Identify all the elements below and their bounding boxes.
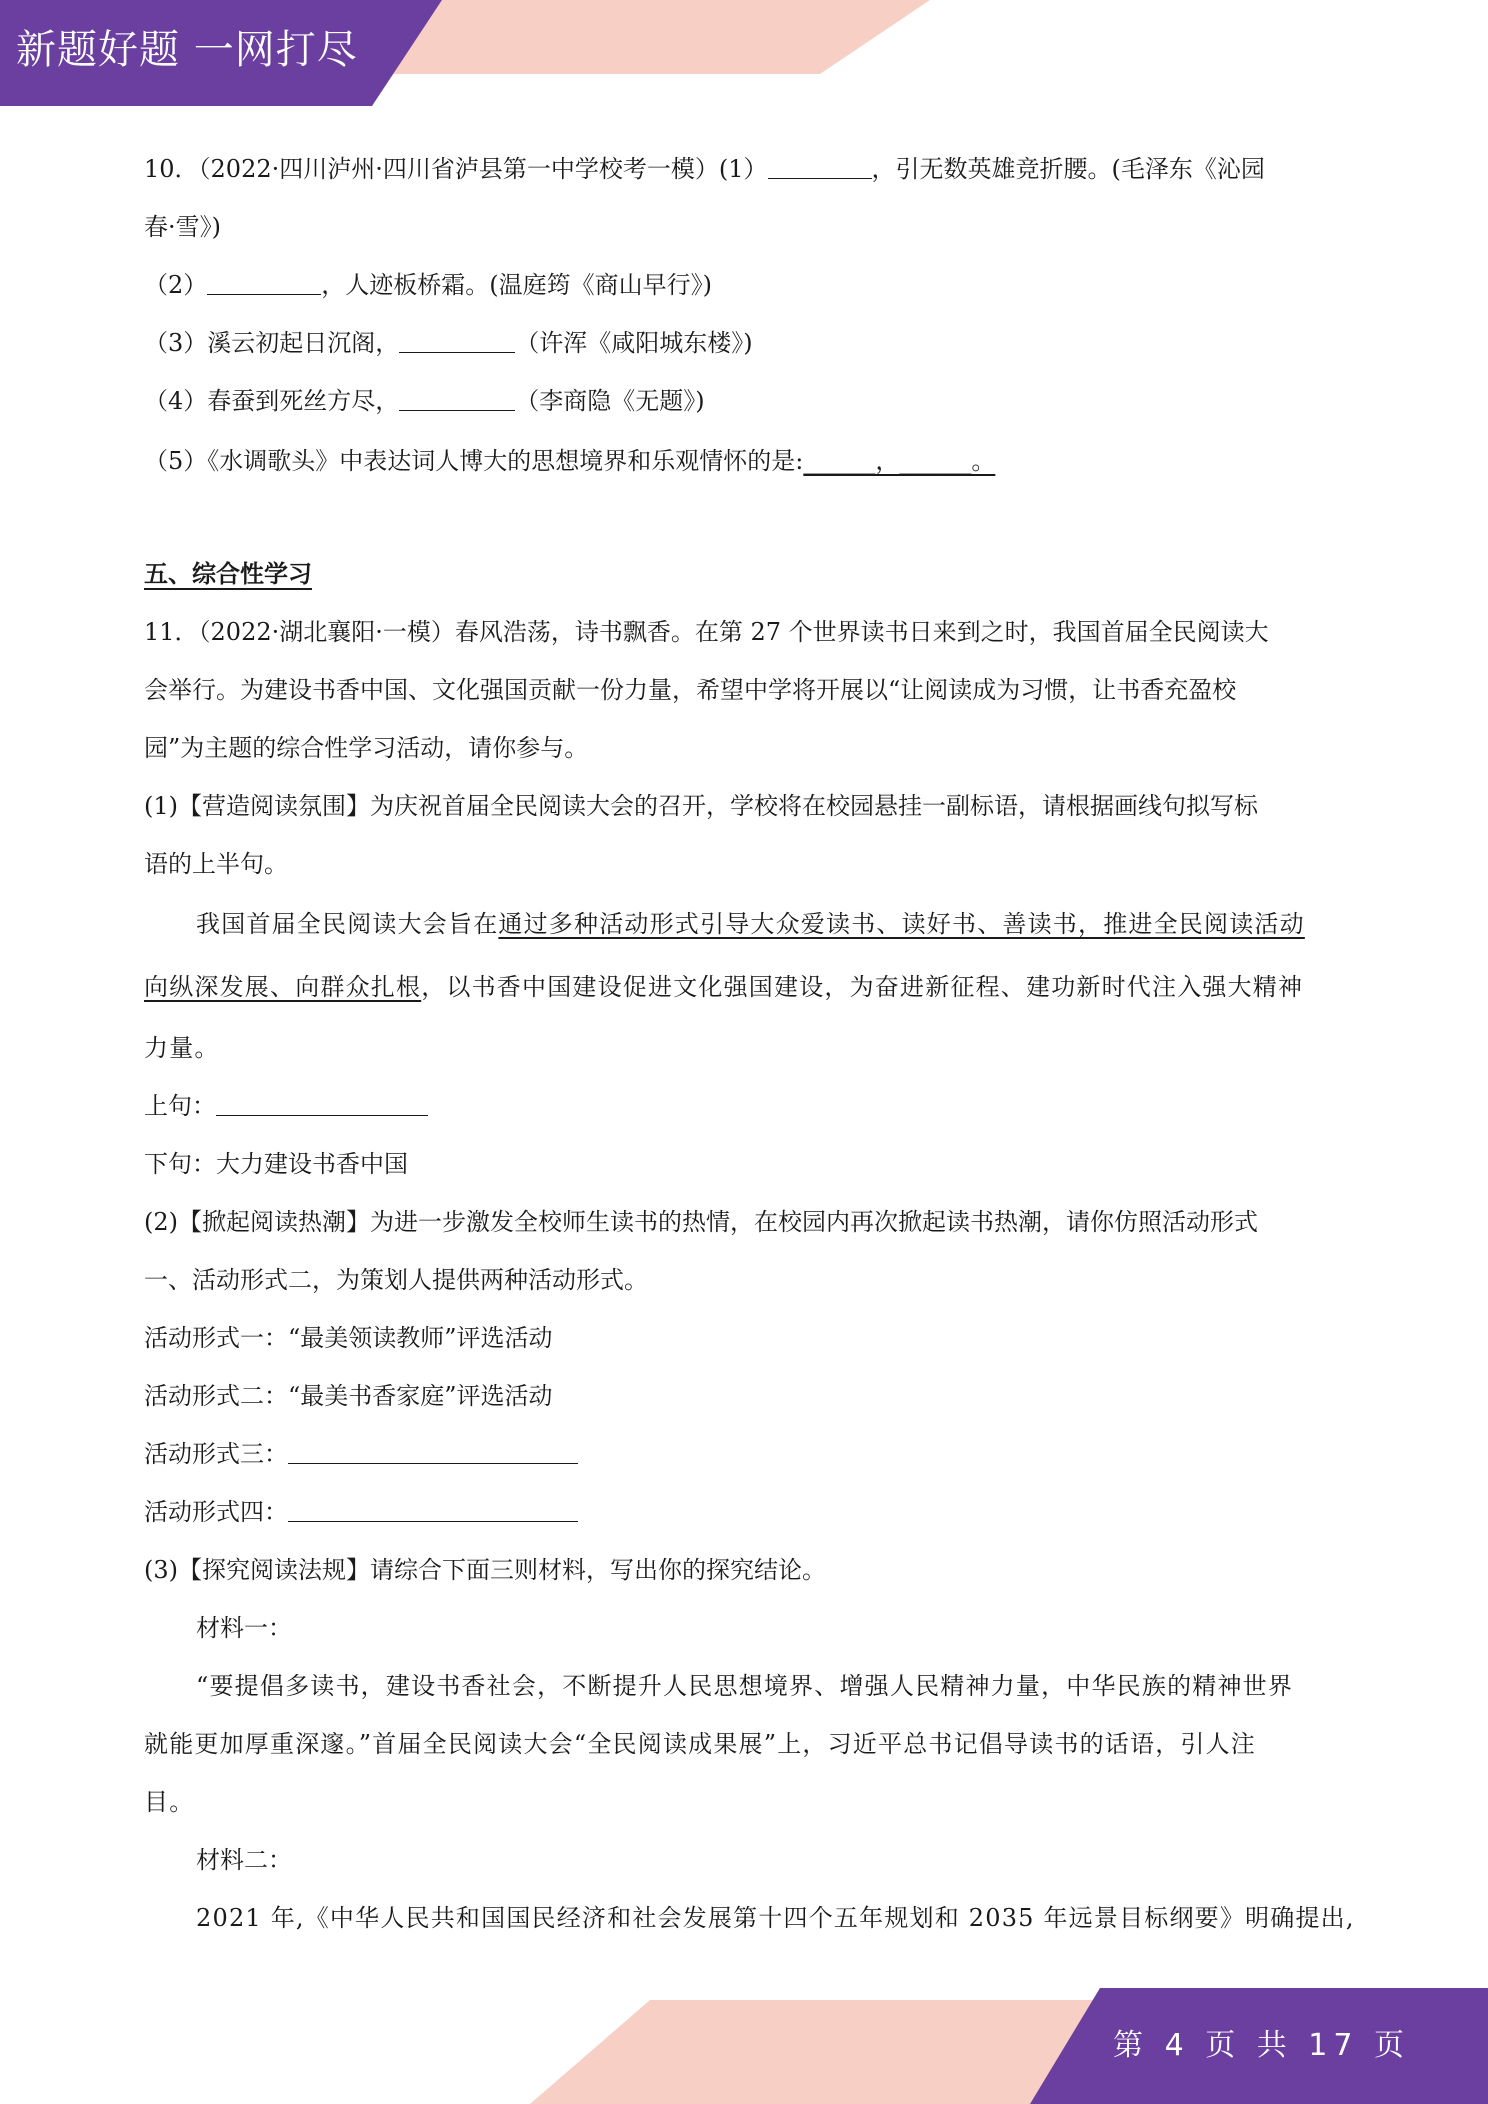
document-body (144, 140, 1355, 1947)
q11-line-3: 园”为主题的综合性学习活动，请你参与。 (144, 734, 589, 762)
q10-line-2: 春·雪》) (144, 213, 221, 241)
material-passage-line-3: 力量。 (144, 1034, 220, 1062)
footer-banner (0, 1980, 1488, 2104)
material-1-line-3: 目。 (144, 1788, 195, 1816)
answer-blank (399, 328, 515, 353)
material-1-line-1: “要提倡多读书，建设书香社会，不断提升人民思想境界、增强人民精神力量，中华民族的精神世界 (196, 1672, 1294, 1700)
q11-sub3: (3)【探究阅读法规】请综合下面三则材料，写出你的探究结论。 (144, 1556, 826, 1584)
activity-form-4: 活动形式四： (144, 1483, 1350, 1541)
answer-blank: ______，______。 (803, 447, 996, 475)
activity-form-2: 活动形式二：“最美书香家庭”评选活动 (144, 1382, 553, 1410)
answer-blank (288, 1439, 578, 1464)
q10-part-2: （2） ，人迹板桥霜。(温庭筠《商山早行》) (144, 271, 713, 299)
material-2-line-1: 2021 年,《中华人民共和国国民经济和社会发展第十四个五年规划和 2035 年远景目标纲要》明确提出, (196, 1904, 1355, 1932)
page-number: 第 4 页 共 17 页 (1113, 2028, 1410, 2063)
header-banner (0, 0, 940, 106)
underlined-sentence: 向纵深发展、向群众扎根 (144, 973, 422, 1001)
q10-part-3: （3）溪云初起日沉阁， （许浑《咸阳城东楼》) (144, 329, 753, 357)
answer-blank (399, 386, 515, 411)
q11-line-1: 11．（2022·湖北襄阳·一模）春风浩荡，诗书飘香。在第 27 个世界读书日来到之时，我国首届全民阅读大 (144, 618, 1269, 646)
lower-line: 下句：大力建设书香中国 (144, 1150, 408, 1178)
material-1-label: 材料一： (196, 1614, 292, 1642)
q11-line-2: 会举行。为建设书香中国、文化强国贡献一份力量，希望中学将开展以“让阅读成为习惯，让书香充盈校 (144, 676, 1237, 704)
section-heading: 五、综合性学习 (144, 559, 312, 588)
q11-sub2-line-1: (2)【掀起阅读热潮】为进一步激发全校师生读书的热情，在校园内再次掀起读书热潮，请你仿照活动形式 (144, 1208, 1258, 1236)
q10-part-5: （5）《水调歌头》中表达词人博大的思想境界和乐观情怀的是:______，______。 (144, 447, 996, 475)
q10-part-4: （4）春蚕到死丝方尽， （李商隐《无题》) (144, 387, 705, 415)
material-2-label: 材料二： (196, 1846, 292, 1874)
q11-sub2-line-2: 一、活动形式二，为策划人提供两种活动形式。 (144, 1266, 648, 1294)
material-passage-line-1: 我国首届全民阅读大会旨在通过多种活动形式引导大众爱读书、读好书、善读书，推进全民阅读活动 (196, 910, 1305, 938)
q11-sub1-line-2: 语的上半句。 (144, 850, 288, 878)
material-passage-line-2: 向纵深发展、向群众扎根，以书香中国建设促进文化强国建设，为奋进新征程、建功新时代注入强大精神 (144, 973, 1304, 1001)
answer-blank (207, 270, 321, 295)
q11-sub1-line-1: (1)【营造阅读氛围】为庆祝首届全民阅读大会的召开，学校将在校园悬挂一副标语，请根据画线句拟写标 (144, 792, 1258, 820)
underlined-sentence: 通过多种活动形式引导大众爱读书、读好书、善读书，推进全民阅读活动 (498, 910, 1305, 938)
q10-line-1: 10．（2022·四川泸州·四川省泸县第一中学校考一模）(1） ，引无数英雄竞折腰。(毛泽东《沁园 (144, 155, 1265, 183)
activity-form-1: 活动形式一：“最美领读教师”评选活动 (144, 1324, 553, 1352)
activity-form-3: 活动形式三： (144, 1425, 1350, 1483)
answer-blank (216, 1091, 428, 1116)
answer-blank (288, 1497, 578, 1522)
header-title: 新题好题 一网打尽 (16, 27, 358, 73)
answer-blank (768, 154, 872, 179)
material-1-line-2: 就能更加厚重深邃。”首届全民阅读大会“全民阅读成果展”上，习近平总书记倡导读书的话语，引人注 (144, 1730, 1257, 1758)
upper-line: 上句： (144, 1077, 1350, 1135)
